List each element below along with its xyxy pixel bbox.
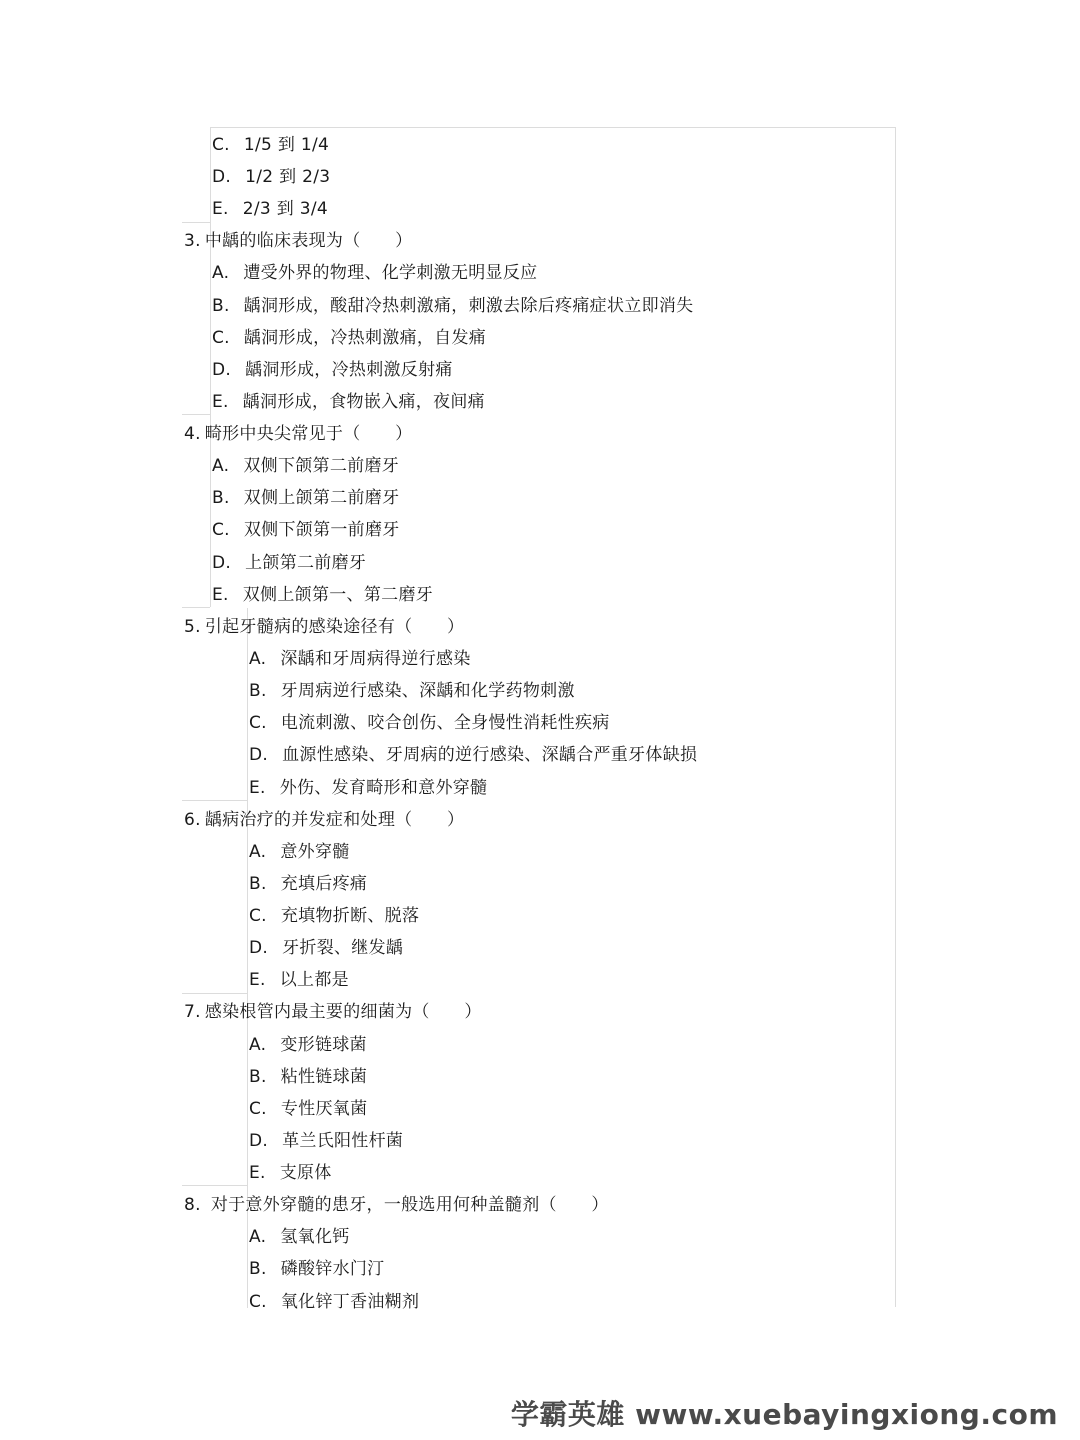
question-number: 3. <box>184 231 201 251</box>
option-row <box>249 1130 403 1152</box>
frame-right-line <box>895 127 896 1307</box>
option-text: 外伤、发育畸形和意外穿髓 <box>279 778 488 798</box>
option-row <box>212 519 400 541</box>
option-key: C. <box>249 713 267 733</box>
option-row <box>249 905 419 927</box>
option-row <box>249 1291 419 1313</box>
option-key: E. <box>249 970 266 990</box>
option-key: B. <box>249 874 267 894</box>
option-key: C. <box>249 1099 267 1119</box>
option-text: 意外穿髓 <box>280 842 350 862</box>
option-text: 牙周病逆行感染、深龋和化学药物刺激 <box>280 681 575 701</box>
option-text: 氧化锌丁香油糊剂 <box>280 1292 420 1312</box>
option-key: D. <box>249 938 269 958</box>
option-text: 专性厌氧菌 <box>280 1099 368 1119</box>
option-key: E. <box>249 1163 266 1183</box>
option-key: C. <box>212 328 230 348</box>
question-text: 中龋的临床表现为（ ） <box>204 231 413 251</box>
question-number: 8. <box>184 1195 201 1215</box>
option-text: 双侧上颌第二前磨牙 <box>243 488 400 508</box>
option-row <box>249 1098 367 1120</box>
option-key: C. <box>212 135 230 155</box>
option-key: D. <box>212 553 232 573</box>
option-text: 以上都是 <box>279 970 349 990</box>
option-text: 磷酸锌水门汀 <box>280 1259 385 1279</box>
option-key: B. <box>212 296 230 316</box>
question-text: 对于意外穿髓的患牙，一般选用何种盖髓剂（ ） <box>210 1195 609 1215</box>
option-row <box>249 1034 367 1056</box>
option-key: A. <box>249 842 267 862</box>
option-column-line <box>210 127 211 607</box>
option-row <box>212 262 537 284</box>
option-row <box>249 744 697 766</box>
option-text: 龋洞形成，酸甜冷热刺激痛，刺激去除后疼痛症状立即消失 <box>243 296 694 316</box>
option-key: E. <box>212 585 229 605</box>
question-row <box>184 230 412 252</box>
question-row <box>184 1001 482 1023</box>
question-text: 畸形中央尖常见于（ ） <box>204 424 413 444</box>
option-key: C. <box>249 1292 267 1312</box>
watermark: 学霸英雄 www.xuebayingxiong.com <box>510 1398 1058 1431</box>
question-row <box>184 423 412 445</box>
question-divider-line <box>182 993 247 994</box>
option-key: E. <box>249 778 266 798</box>
option-key: A. <box>212 263 230 283</box>
question-row <box>184 616 464 638</box>
option-row <box>212 487 399 509</box>
option-text: 双侧下颌第一前磨牙 <box>243 520 400 540</box>
option-text: 龋洞形成，食物嵌入痛，夜间痛 <box>242 392 485 412</box>
question-text: 引起牙髓病的感染途径有（ ） <box>204 617 465 637</box>
question-row <box>184 1194 609 1216</box>
option-text: 粘性链球菌 <box>280 1067 368 1087</box>
question-divider-line <box>182 414 210 415</box>
option-text: 氢氧化钙 <box>280 1227 350 1247</box>
option-row <box>249 1162 332 1184</box>
option-key: A. <box>249 1035 267 1055</box>
option-row <box>212 134 329 156</box>
option-text: 1/2 到 2/3 <box>245 167 331 187</box>
option-key: A. <box>249 1227 267 1247</box>
question-number: 6. <box>184 810 201 830</box>
option-row <box>212 359 453 381</box>
option-row <box>249 680 575 702</box>
question-row <box>184 809 464 831</box>
option-text: 1/5 到 1/4 <box>243 135 330 155</box>
option-text: 2/3 到 3/4 <box>242 199 328 219</box>
option-key: C. <box>212 520 230 540</box>
option-text: 双侧上颌第一、第二磨牙 <box>242 585 434 605</box>
option-row <box>249 937 403 959</box>
option-row <box>212 198 328 220</box>
question-text: 龋病治疗的并发症和处理（ ） <box>204 810 465 830</box>
option-row <box>249 1066 367 1088</box>
option-row <box>249 1226 350 1248</box>
option-text: 双侧下颌第二前磨牙 <box>243 456 400 476</box>
question-number: 7. <box>184 1002 201 1022</box>
option-row <box>249 841 350 863</box>
option-row <box>249 712 610 734</box>
option-row <box>212 552 366 574</box>
option-text: 上颌第二前磨牙 <box>245 553 367 573</box>
option-row <box>212 584 433 606</box>
option-text: 充填物折断、脱落 <box>280 906 420 926</box>
option-text: 深龋和牙周病得逆行感染 <box>280 649 471 669</box>
option-key: C. <box>249 906 267 926</box>
option-text: 充填后疼痛 <box>280 874 368 894</box>
option-row <box>249 873 367 895</box>
frame-top-line <box>210 127 896 128</box>
option-key: E. <box>212 199 229 219</box>
option-row <box>212 295 693 317</box>
question-divider-line <box>182 222 210 223</box>
option-row <box>212 391 485 413</box>
option-text: 牙折裂、继发龋 <box>282 938 404 958</box>
option-row <box>212 455 399 477</box>
option-text: 变形链球菌 <box>280 1035 367 1055</box>
option-key: A. <box>249 649 267 669</box>
option-key: B. <box>212 488 230 508</box>
option-row <box>249 969 349 991</box>
option-row <box>249 1258 384 1280</box>
option-key: A. <box>212 456 230 476</box>
option-text: 支原体 <box>279 1163 332 1183</box>
option-key: E. <box>212 392 229 412</box>
option-key: D. <box>212 167 232 187</box>
option-text: 血源性感染、牙周病的逆行感染、深龋合严重牙体缺损 <box>282 745 698 765</box>
option-key: D. <box>249 745 269 765</box>
option-text: 龋洞形成，冷热刺激反射痛 <box>245 360 453 380</box>
question-divider-line <box>182 1185 247 1186</box>
option-text: 革兰氏阳性杆菌 <box>282 1131 404 1151</box>
option-row <box>212 166 330 188</box>
question-text: 感染根管内最主要的细菌为（ ） <box>204 1002 482 1022</box>
option-row <box>212 327 486 349</box>
option-text: 电流刺激、咬合创伤、全身慢性消耗性疾病 <box>280 713 610 733</box>
option-key: D. <box>212 360 232 380</box>
option-row <box>249 648 471 670</box>
question-divider-line <box>182 607 210 608</box>
option-key: B. <box>249 1259 267 1279</box>
question-number: 5. <box>184 617 201 637</box>
option-text: 遭受外界的物理、化学刺激无明显反应 <box>243 263 538 283</box>
option-text: 龋洞形成，冷热刺激痛，自发痛 <box>243 328 487 348</box>
option-key: D. <box>249 1131 269 1151</box>
option-key: B. <box>249 1067 267 1087</box>
option-key: B. <box>249 681 267 701</box>
question-divider-line <box>182 800 247 801</box>
question-number: 4. <box>184 424 201 444</box>
option-row <box>249 777 487 799</box>
